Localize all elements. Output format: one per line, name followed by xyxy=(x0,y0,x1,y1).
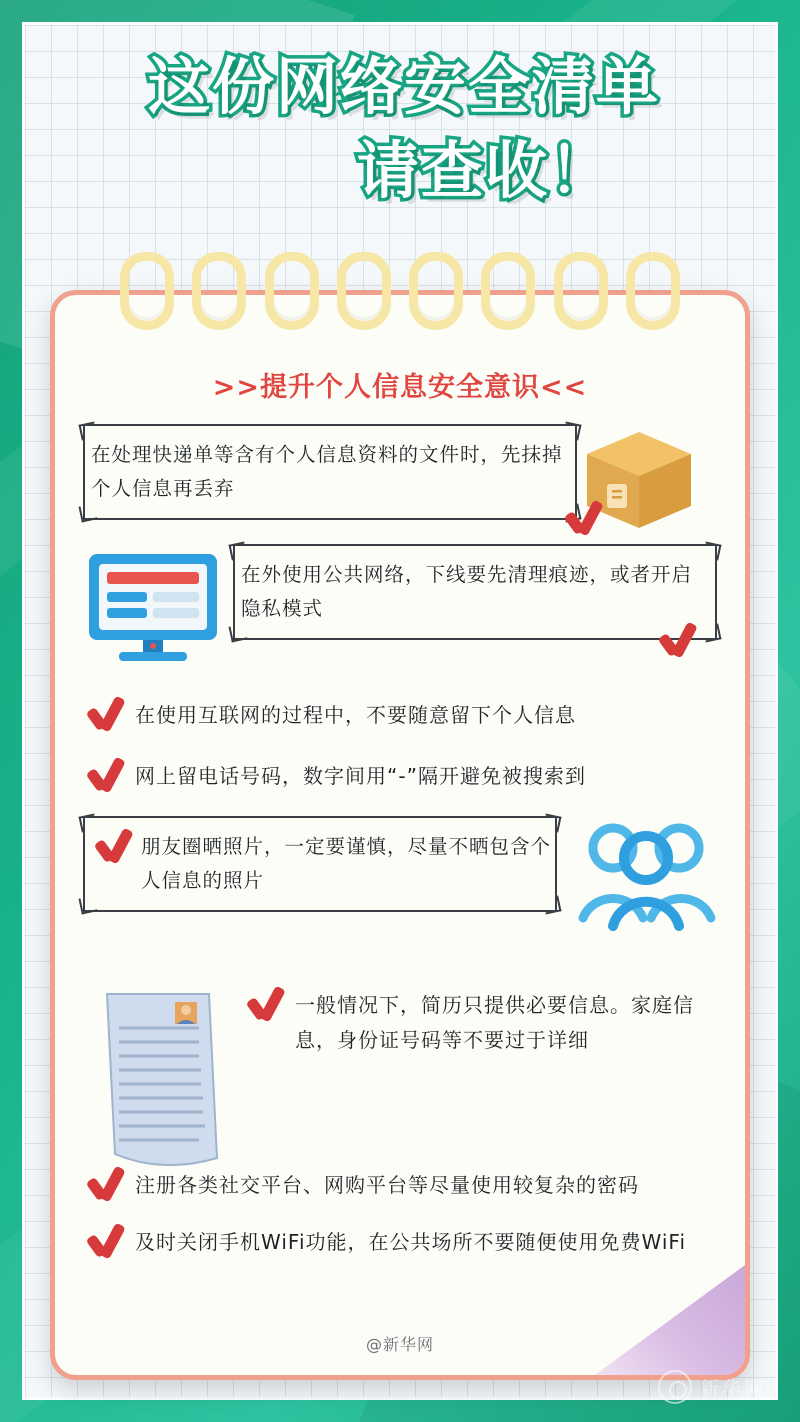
check-icon xyxy=(561,502,605,534)
spiral-ring-icon xyxy=(409,252,463,330)
spiral-ring-icon xyxy=(554,252,608,330)
spiral-ring-icon xyxy=(120,252,174,330)
spiral-ring-icon xyxy=(481,252,535,330)
section-title: >>提升个人信息安全意识<< xyxy=(212,372,588,403)
item-1-text: 在处理快递单等含有个人信息资料的文件时，先抹掉个人信息再丢弃 xyxy=(91,443,563,501)
headline-line-2: 请查收！ xyxy=(356,133,613,207)
spiral-ring-icon xyxy=(265,252,319,330)
check-icon xyxy=(655,624,699,656)
source-credit: @新华网 xyxy=(365,1335,434,1354)
headline-line-1: 这份网络安全清单 xyxy=(147,50,660,123)
item-4-text: 网上留电话号码，数字间用“-”隔开避免被搜索到 xyxy=(135,764,586,788)
item-8-text: 及时关闭手机WiFi功能，在公共场所不要随便使用免费WiFi xyxy=(135,1230,686,1254)
check-icon xyxy=(83,759,127,791)
list-item xyxy=(83,759,717,794)
list-item xyxy=(83,988,717,1160)
list-item xyxy=(83,424,717,536)
check-icon xyxy=(83,1168,127,1200)
spiral-ring-icon xyxy=(192,252,246,330)
people-group-icon xyxy=(567,814,727,934)
watermark-label: 新华网 xyxy=(699,1377,766,1400)
check-icon xyxy=(83,1225,127,1257)
notebook-content xyxy=(55,295,745,1375)
item-6-text: 一般情况下，简历只提供必要信息。家庭信息，身份证号码等不要过于详细 xyxy=(295,993,694,1052)
item-1-box xyxy=(83,424,577,520)
spiral-ring-icon xyxy=(626,252,680,330)
spiral-ring-icon xyxy=(337,252,391,330)
list-item xyxy=(83,698,717,733)
item-5-text: 朋友圈晒照片，一定要谨慎，尽量不晒包含个人信息的照片 xyxy=(141,835,552,893)
list-item xyxy=(83,1225,717,1260)
item-5-box xyxy=(83,816,557,912)
notebook-card xyxy=(50,290,750,1380)
item-3-text: 在使用互联网的过程中，不要随意留下个人信息 xyxy=(135,703,576,727)
item-2-text: 在外使用公共网络，下线要先清理痕迹，或者开启隐私模式 xyxy=(241,563,693,621)
check-icon xyxy=(243,988,287,1020)
watermark-logo-icon xyxy=(658,1370,692,1404)
check-icon xyxy=(91,830,135,862)
watermark xyxy=(658,1370,766,1404)
item-7-text: 注册各类社交平台、网购平台等尽量使用较复杂的密码 xyxy=(135,1173,639,1197)
spiral-binding xyxy=(120,252,680,332)
check-icon xyxy=(83,698,127,730)
list-item xyxy=(83,816,717,944)
list-item xyxy=(83,544,717,670)
item-2-box xyxy=(233,544,717,640)
desktop-monitor-icon xyxy=(83,550,223,670)
resume-document-icon xyxy=(89,988,239,1178)
item-6-row xyxy=(243,988,717,1058)
